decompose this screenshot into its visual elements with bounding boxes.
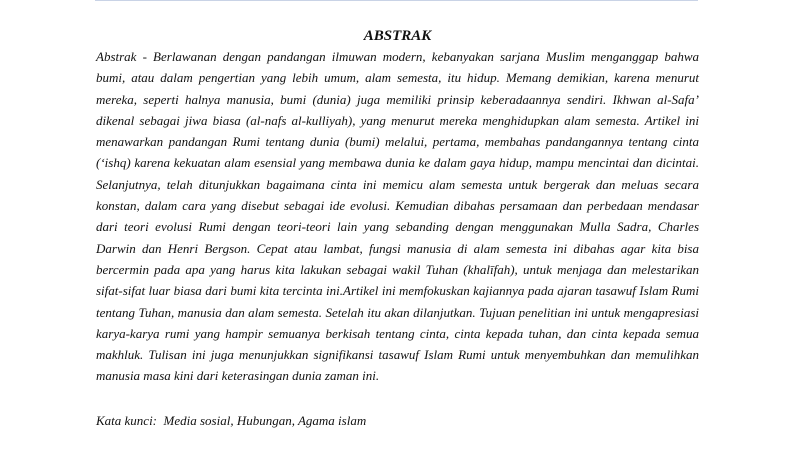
document-page (96, 26, 699, 431)
abstract-body: Abstrak - Berlawanan dengan pandangan ilmuwan modern, kebanyakan sarjana Muslim menganggap bahwa bumi, atau dalam pengertian yang lebih umum, alam semesta, itu hidup. Memang demikian, karena menurut mereka, seperti halnya manusia, bumi (dunia) juga memiliki prinsip keberadaannya sendiri. Ikhwan al-Safa’ dikenal sebagai jiwa biasa (al-nafs al-kulliyah), yang menurut mereka menghidupkan alam semesta. Artikel ini menawarkan pandangan Rumi tentang dunia (bumi) melalui, pertama, membahas pandangannya tentang cinta (‘ishq) karena kekuatan alam esensial yang membawa dunia ke dalam gaya hidup, mampu mencintai dan dicintai. Selanjutnya, telah ditunjukkan bagaimana cinta ini memicu alam semesta untuk bergerak dan meluas secara konstan, dalam cara yang disebut sebagai ide evolusi. Kemudian dibahas persamaan dan perbedaan mendasar dari teori evolusi Rumi dengan teori-teori lain yang sebanding dengan menggunakan Mulla Sadra, Charles Darwin dan Henri Bergson. Cepat atau lambat, fungsi manusia di alam semesta ini dibahas agar kita bisa bercermin pada apa yang harus kita lakukan sebagai wakil Tuhan (khalīfah), untuk menjaga dan melestarikan sifat-sifat luar biasa dari bumi kita tercinta ini.Artikel ini memfokuskan kajiannya pada ajaran tasawuf Islam Rumi tentang Tuhan, manusia dan alam semesta. Setelah itu akan dilanjutkan. Tujuan penelitian ini untuk mengapresiasi karya-karya rumi yang hampir semuanya berkisah tentang cinta, cinta kepada tuhan, dan cinta kepada semua makhluk. Tulisan ini juga menunjukkan signifikansi tasawuf Islam Rumi untuk menyembuhkan dan memulihkan manusia masa kini dari keterasingan dunia zaman ini. (96, 49, 699, 384)
page-top-border (95, 0, 698, 1)
keywords-label: Kata kunci: (96, 412, 158, 428)
keywords-line (96, 411, 699, 431)
keywords-value: Media sosial, Hubungan, Agama islam (163, 412, 367, 428)
abstract-title: ABSTRAK (363, 28, 432, 44)
